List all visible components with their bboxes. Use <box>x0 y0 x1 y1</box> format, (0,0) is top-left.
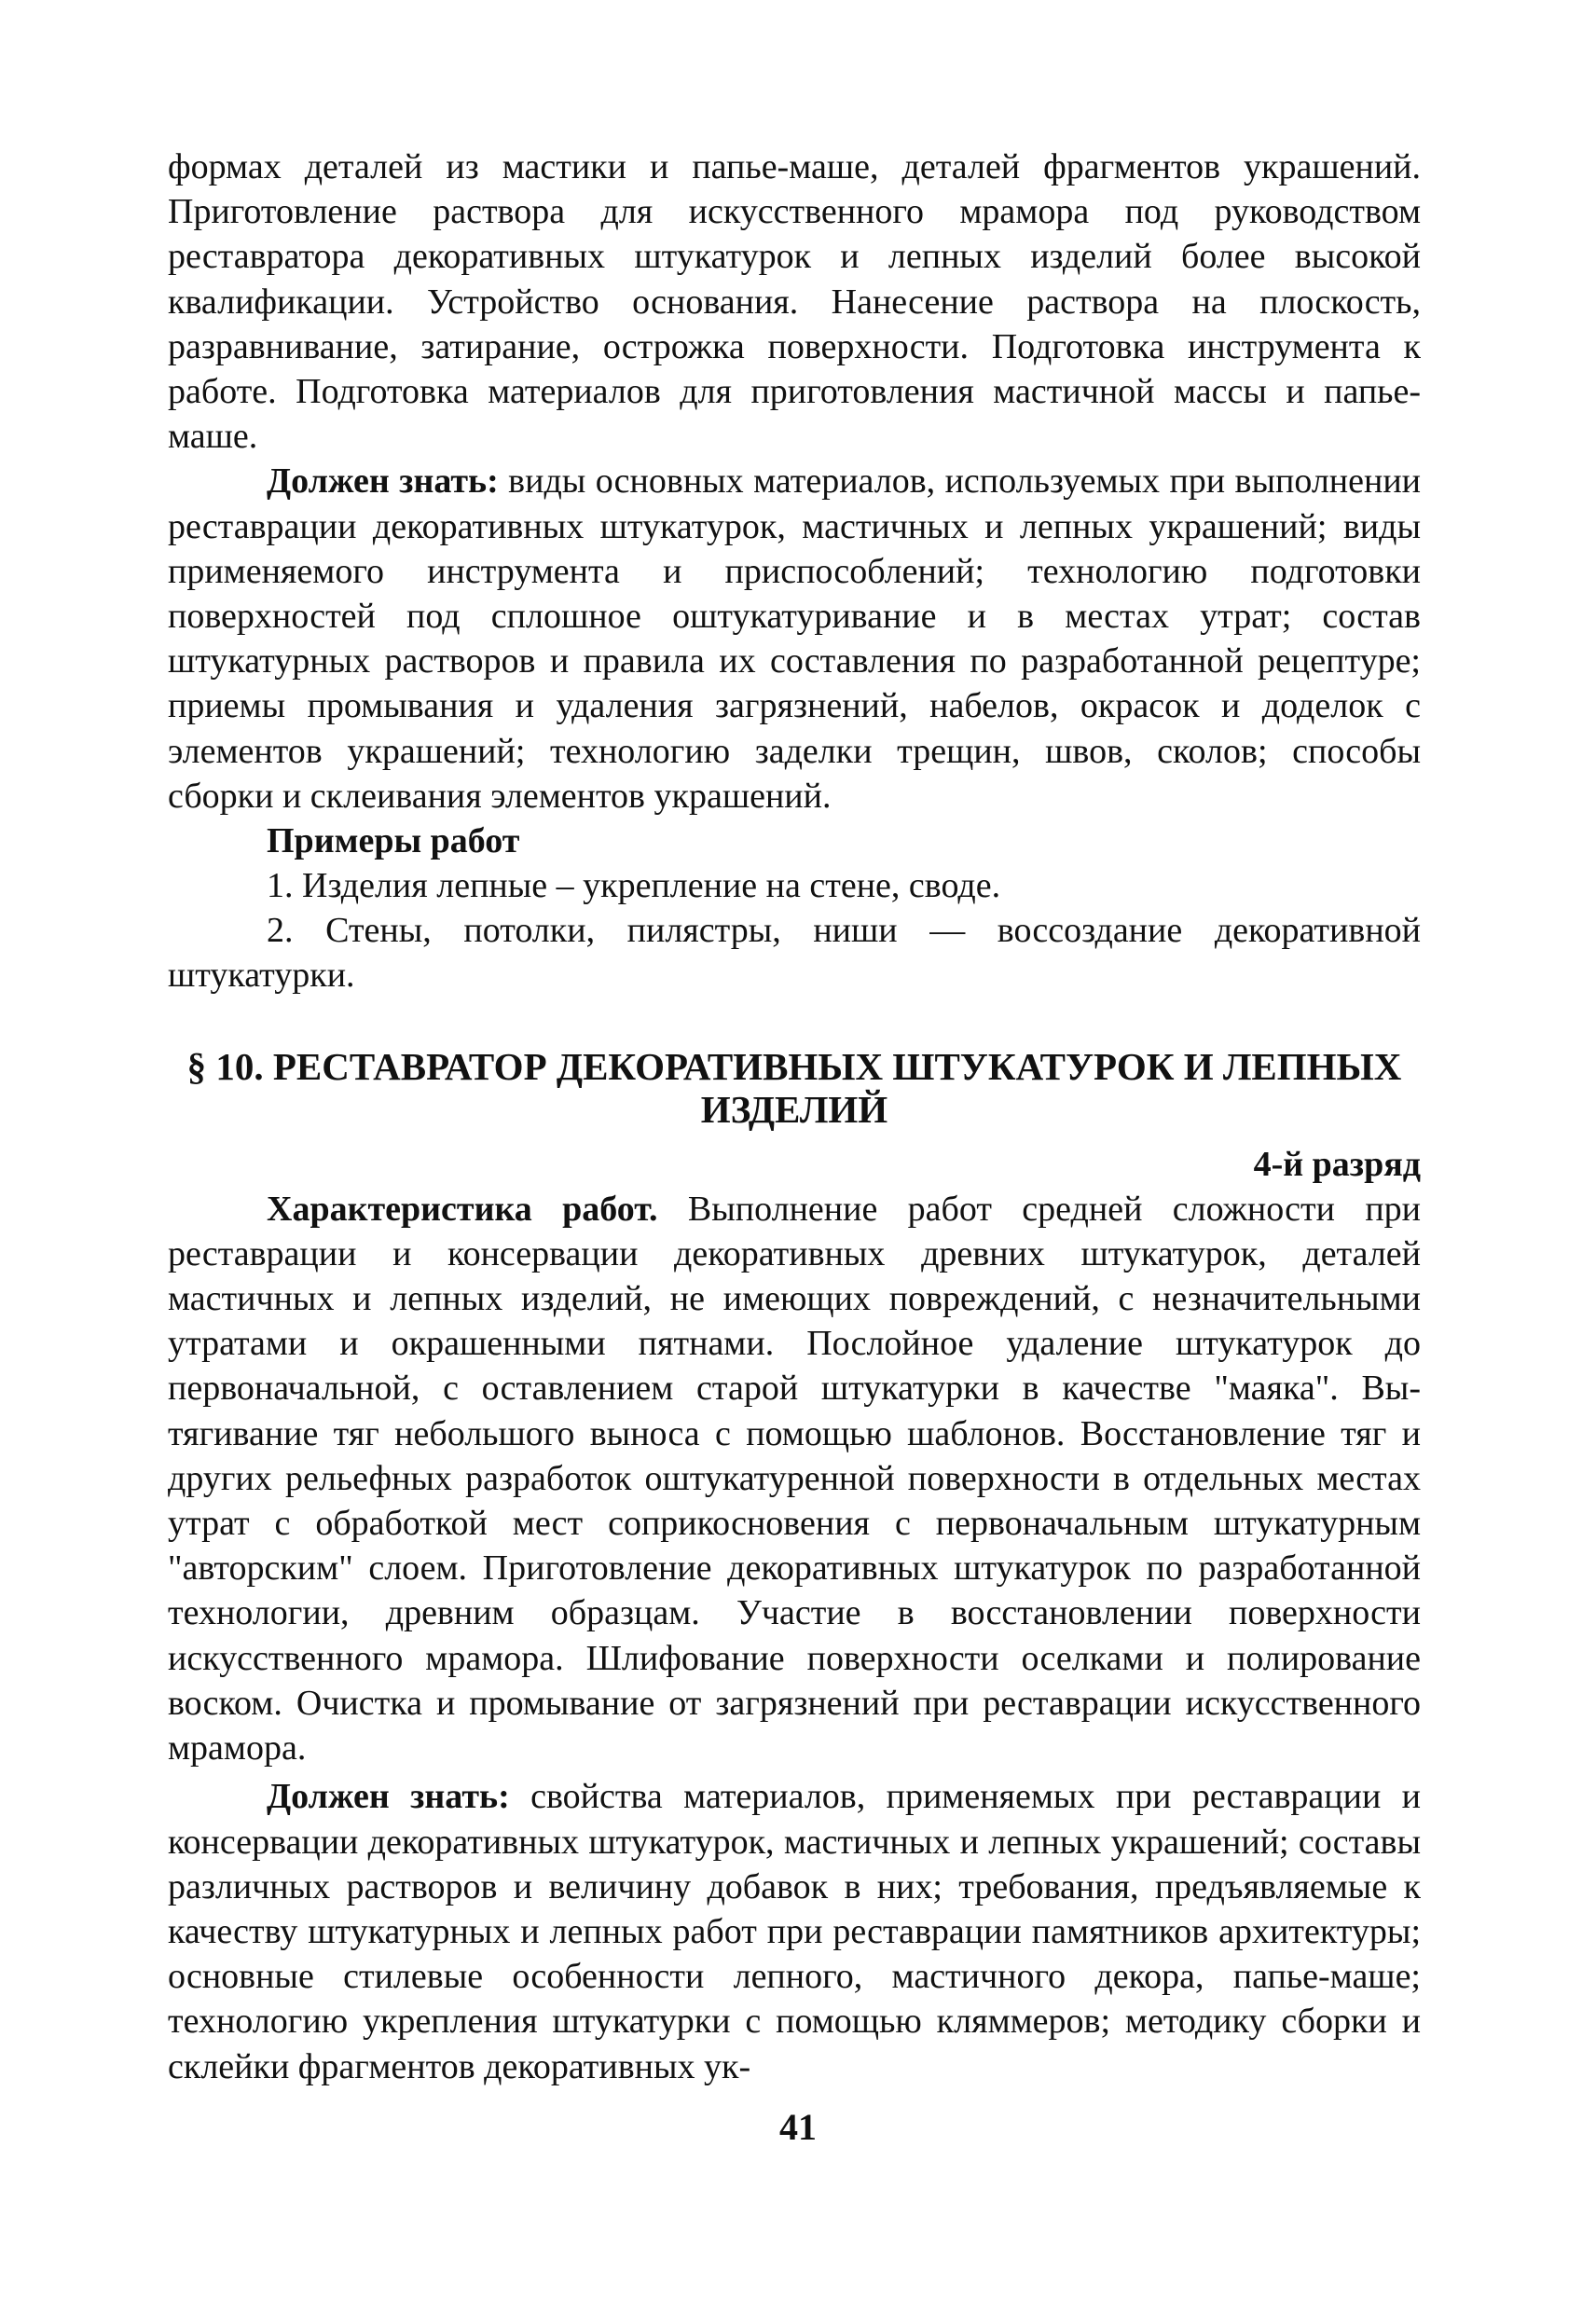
work-characteristics-paragraph <box>168 1187 1421 1771</box>
example-item-2: 2. Стены, потолки, пилястры, ниши — воссоздание декоративной штукатурки. <box>168 911 1421 996</box>
must-know-label-2: Должен знать: <box>267 1777 510 1817</box>
work-characteristics-label: Характеристика работ. <box>267 1189 658 1229</box>
grade-label: 4-й разряд <box>1253 1144 1421 1184</box>
must-know-text-1: виды основных материалов, используемых при выполнении реставрации декоративных штукатурок, мастичных и лепных украшений; виды применяемого инструмента и приспособлений; технологию подготовки поверхностей под сплошное оштукатуривание и в местах утрат; состав штукатурных растворов и правила их составления по разработанной рецептуре; приемы промывания и удаления загрязнений, набелов, окрасок и доделок с элементов украшений; технологию заделки трещин, швов, сколов; способы сборки и склеивания элементов украшений. <box>168 461 1422 816</box>
continuation-paragraph: формах деталей из мастики и папье-маше, деталей фрагментов украшений. Приготовление раствора для искусственного мрамора под руководством реставратора декоративных штукатурок и лепных изделий более высокой квалификации. Устройство основания. Нанесение раствора на плоскость, разравнивание, затирание, острожка поверхности. Подготовка инструмента к работе. Подготовка материалов для приготовления мастичной массы и папье-маше. <box>168 147 1421 457</box>
document-page <box>168 144 1421 2089</box>
examples-heading: Примеры работ <box>267 821 520 861</box>
page-number: 41 <box>779 2106 817 2148</box>
work-characteristics-text: Выполнение работ средней сложности при реставрации и консервации декоративных древних штукатурок, деталей мастичных и лепных изделий, не имеющих повреждений, с незначительными утратами и окрашенными пятнами. Послойное удаление штукатурок до первоначальной, с оставлением старой штукатурки в качестве "маяка". Вытягивание тяг небольшого выноса с помощью шаблонов. Восстановление тяг и других рельефных разработок оштукатуренной поверхности в отдельных местах утрат с обработкой мест соприкосновения с первоначальным штукатурным "авторским" слоем. Приготовление декоративных штукатурок по разработанной технологии, древним образцам. Участие в восстановлении поверхности искусственного мрамора. Шлифование поверхности оселками и полирование воском. Очистка и промывание от загрязнений при реставрации искусственного мрамора. <box>168 1189 1421 1768</box>
must-know-paragraph-1 <box>168 459 1421 819</box>
must-know-paragraph-2 <box>168 1774 1421 2088</box>
section-title: § 10. РЕСТАВРАТОР ДЕКОРАТИВНЫХ ШТУКАТУРОК И ЛЕПНЫХ ИЗДЕЛИЙ <box>186 1044 1402 1131</box>
example-item-1: 1. Изделия лепные – укрепление на стене, своде. <box>267 866 1001 906</box>
must-know-text-2: свойства материалов, применяемых при реставрации и консервации декоративных штукатурок, мастичных и лепных украшений; составы различных растворов и величину добавок в них; требования, предъявляемые к качеству штукатурных и лепных работ при реставрации памятников архитектуры; основные стилевые особенности лепного, мастичного декора, папье-маше; технологию укрепления штукатурки с помощью кляммеров; методику сборки и склейки фрагментов декоративных ук- <box>168 1777 1421 2086</box>
must-know-label-1: Должен знать: <box>267 461 499 502</box>
